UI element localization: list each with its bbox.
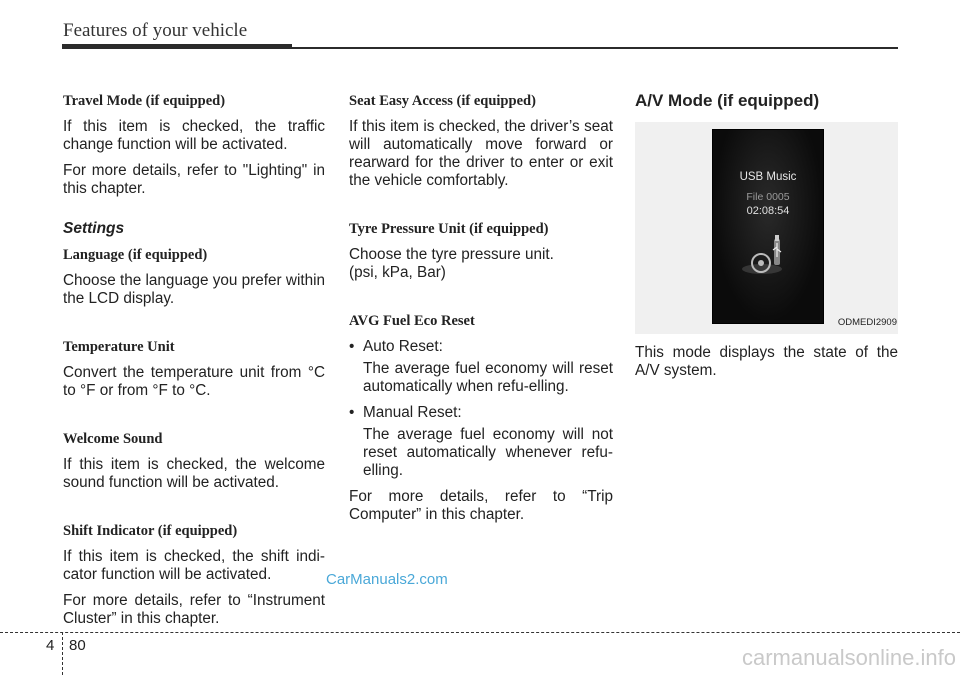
- watermark-carmanuals2[interactable]: CarManuals2.com: [326, 571, 448, 588]
- shift-heading: Shift Indicator (if equipped): [63, 523, 238, 539]
- tyre-units: (psi, kPa, Bar): [349, 264, 446, 281]
- temperature-text: Convert the temperature unit from °C to °F or from °F to °C.: [63, 364, 325, 399]
- settings-heading: Settings: [63, 220, 125, 237]
- watermark-carmanualsonline[interactable]: carmanualsonline.info: [741, 645, 956, 670]
- column-right: [635, 92, 898, 388]
- auto-reset-text: The average fuel economy will reset automatically when refu-elling.: [363, 360, 613, 395]
- screen-time: 02:08:54: [746, 205, 790, 217]
- travel-mode-text: If this item is checked, the traffic change function will be activated.: [63, 118, 325, 153]
- temperature-heading: Temperature Unit: [63, 339, 175, 355]
- bullet-dot: •: [349, 338, 355, 355]
- screen-file: File 0005: [746, 191, 790, 203]
- column-middle: [349, 92, 613, 532]
- screen-title: USB Music: [739, 171, 797, 183]
- manual-reset-text: The average fuel economy will not reset automatically whenever refu-elling.: [363, 426, 613, 479]
- welcome-heading: Welcome Sound: [63, 431, 163, 447]
- bullet-dot: •: [349, 404, 355, 421]
- welcome-text: If this item is checked, the welcome sound function will be activated.: [63, 456, 325, 491]
- footer-vertical-divider: [62, 632, 63, 675]
- footer-divider: [0, 632, 960, 633]
- cluster-lcd-screen: [712, 129, 824, 324]
- manual-reset-item: [349, 404, 613, 422]
- figure-code: ODMEDI2909: [837, 317, 897, 328]
- chapter-number: 4: [46, 637, 55, 654]
- page-header-title: Features of your vehicle: [63, 20, 248, 41]
- language-text: Choose the language you prefer within the LCD display.: [63, 272, 325, 307]
- travel-mode-ref: For more details, refer to "Lighting" in this chapter.: [63, 162, 325, 197]
- header-bar: [62, 44, 292, 49]
- page-number: 80: [69, 637, 86, 654]
- auto-reset-label: Auto Reset:: [363, 338, 443, 355]
- tyre-text: Choose the tyre pressure unit.: [349, 246, 554, 263]
- language-heading: Language (if equipped): [63, 247, 208, 263]
- av-mode-text: This mode displays the state of the A/V system.: [635, 344, 898, 379]
- auto-reset-item: [349, 338, 613, 356]
- av-mode-figure: [635, 122, 898, 334]
- avg-heading: AVG Fuel Eco Reset: [349, 313, 475, 329]
- seat-text: If this item is checked, the driver’s seat will automatically move forward or rearward for the driver to enter or exit the vehicle comfortably.: [349, 118, 613, 189]
- travel-mode-heading: Travel Mode (if equipped): [63, 93, 226, 109]
- header-rule: [292, 47, 898, 49]
- av-mode-heading: A/V Mode (if equipped): [635, 91, 820, 110]
- seat-heading: Seat Easy Access (if equipped): [349, 93, 536, 109]
- manual-reset-label: Manual Reset:: [363, 404, 462, 421]
- shift-text: If this item is checked, the shift indi-cator function will be activated.: [63, 548, 325, 583]
- avg-ref: For more details, refer to “Trip Computer” in this chapter.: [349, 488, 613, 523]
- usb-music-icon: [740, 235, 796, 275]
- column-left: [63, 92, 325, 636]
- shift-ref: For more details, refer to “Instrument Cluster” in this chapter.: [63, 592, 325, 627]
- tyre-heading: Tyre Pressure Unit (if equipped): [349, 221, 549, 237]
